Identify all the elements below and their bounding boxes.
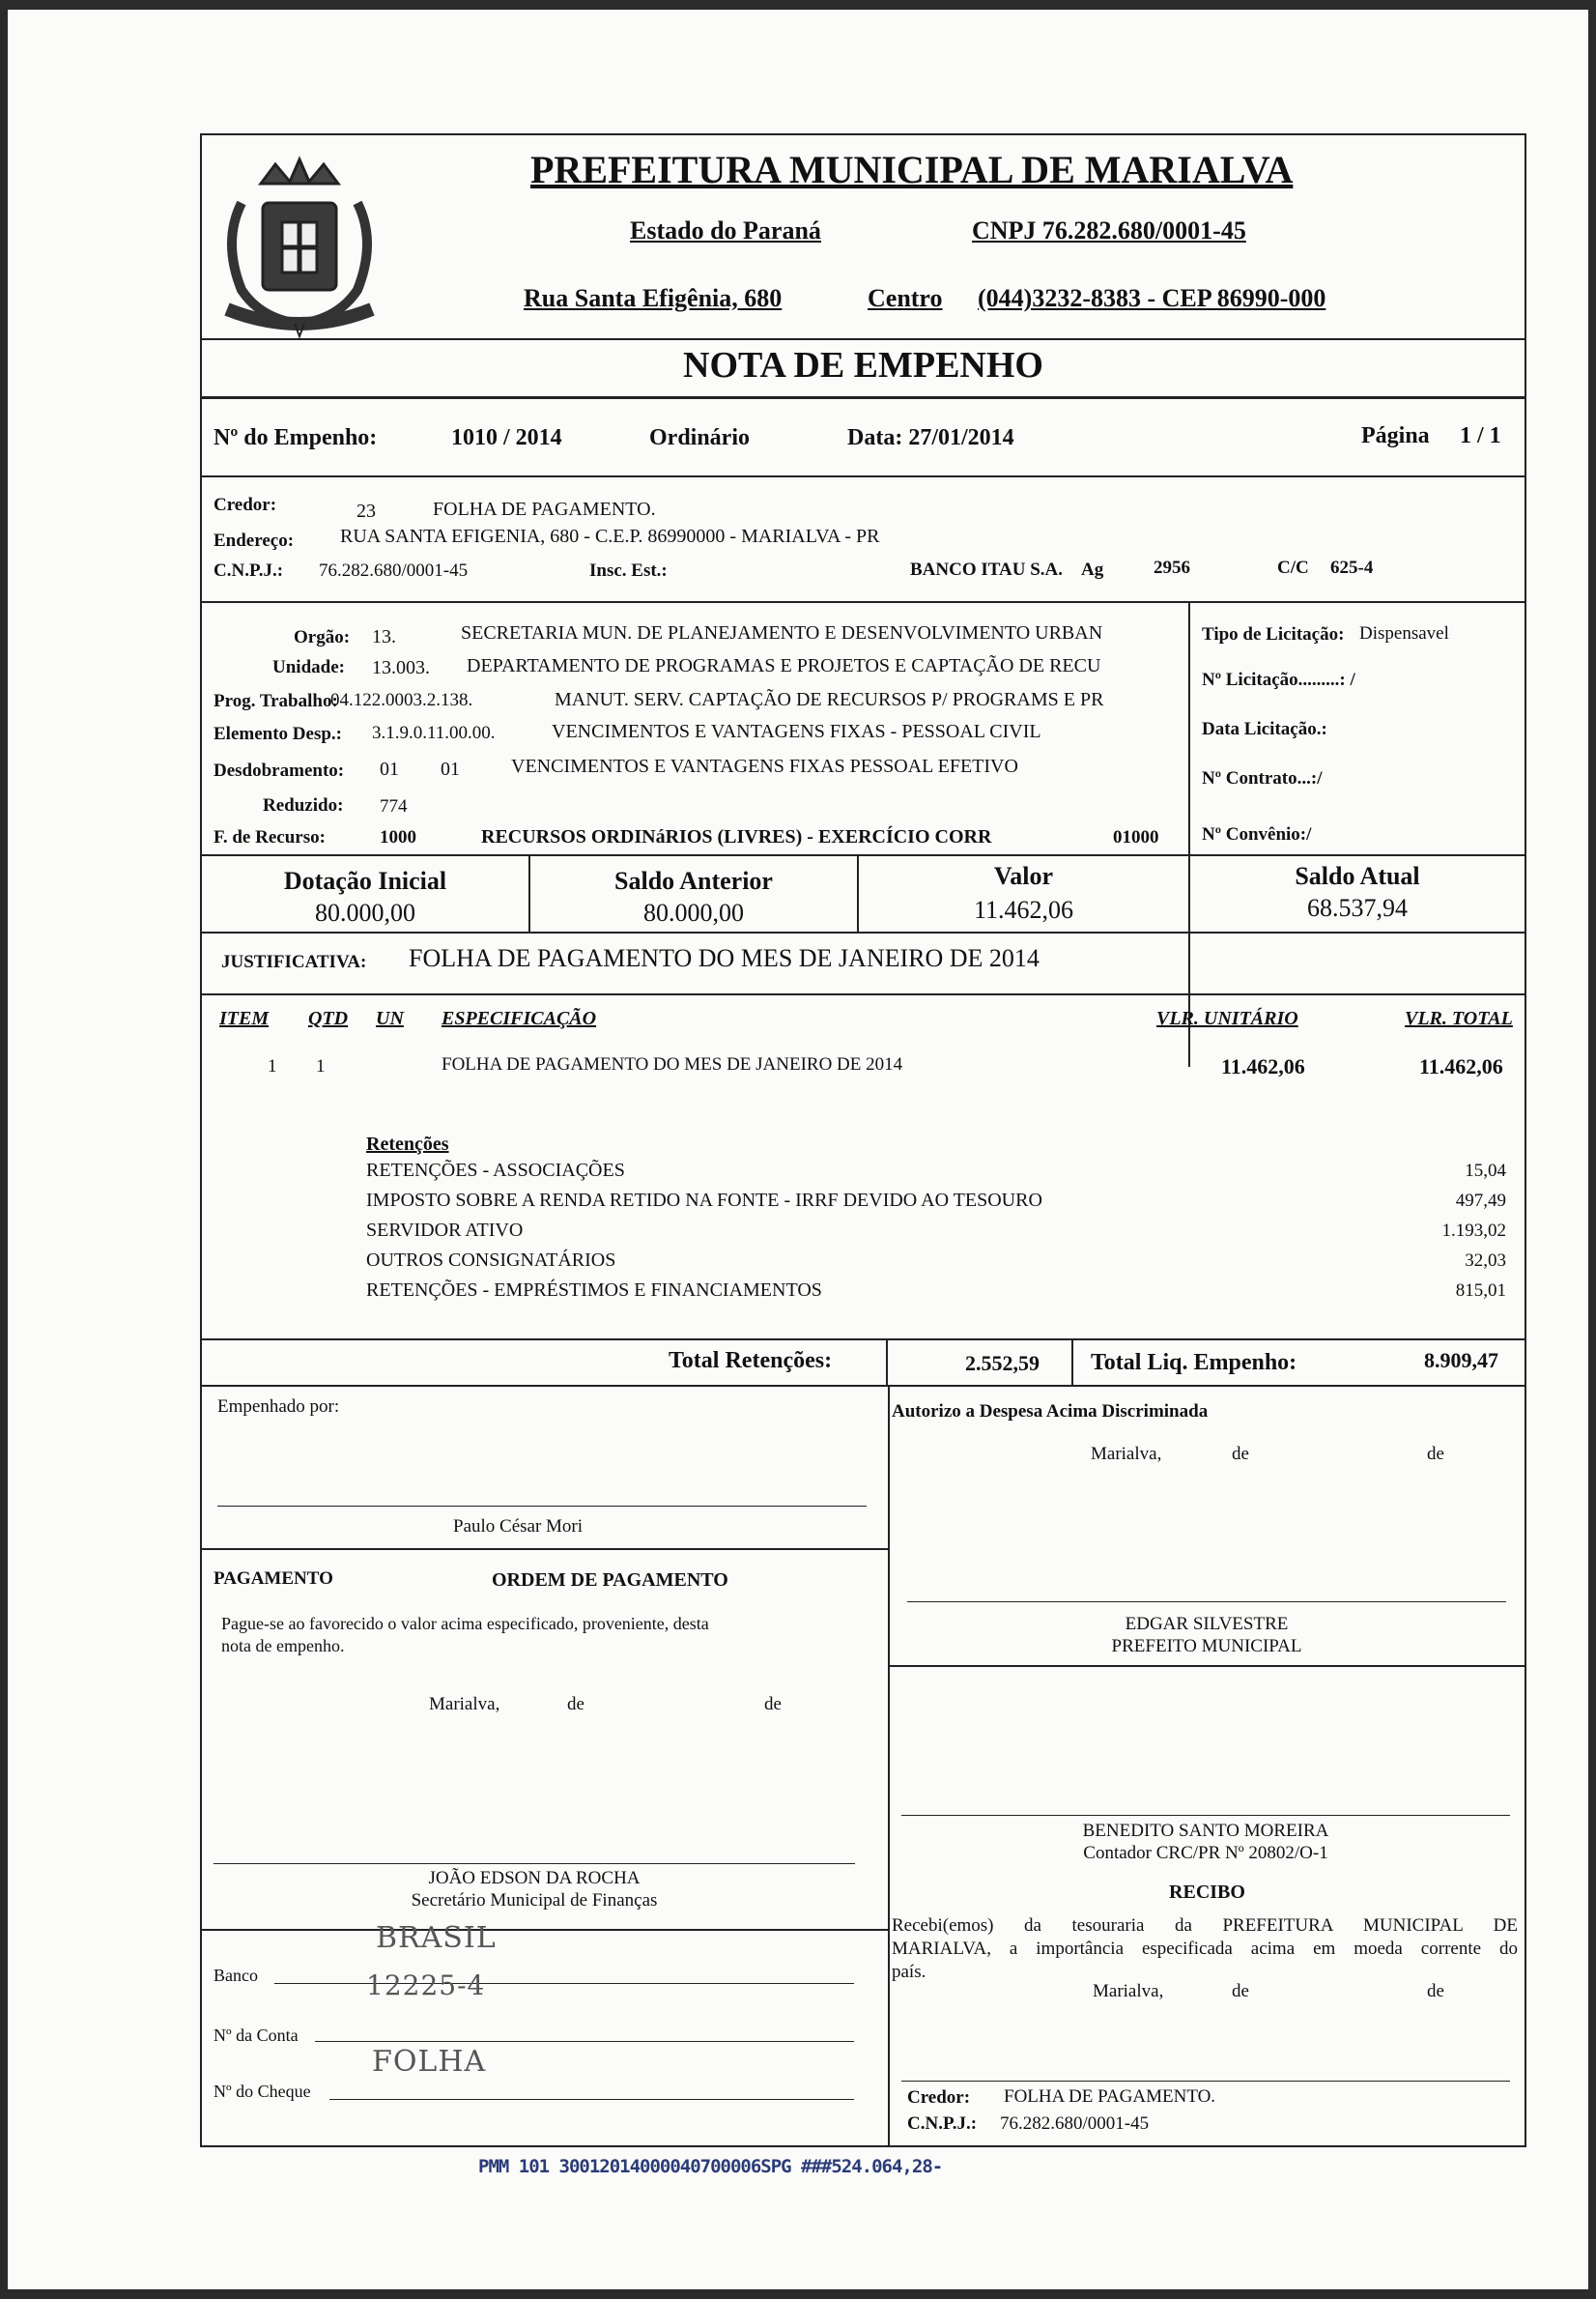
item-total-value: 11.462,06 — [1419, 1054, 1503, 1078]
retencao-label-3: SERVIDOR ATIVO — [366, 1220, 524, 1241]
recurso-label: F. de Recurso: — [214, 827, 326, 848]
recibo-title: RECIBO — [1169, 1882, 1245, 1903]
empenhado-por-name: Paulo César Mori — [453, 1516, 584, 1537]
recibo-cnpj: 76.282.680/0001-45 — [1000, 2113, 1150, 2134]
doc-title: NOTA DE EMPENHO — [683, 345, 1043, 386]
justificativa-label: JUSTIFICATIVA: — [221, 952, 367, 972]
prog-label: Prog. Trabalho: — [214, 691, 338, 711]
conta-label: Nº da Conta — [214, 2026, 299, 2045]
ordem-pagamento-label: ORDEM DE PAGAMENTO — [492, 1569, 728, 1591]
header-address: Rua Santa Efigênia, 680 — [524, 284, 783, 312]
cnpj-label: C.N.P.J.: — [214, 560, 284, 581]
col-total: VLR. TOTAL — [1405, 1008, 1513, 1029]
orgao-desc: SECRETARIA MUN. DE PLANEJAMENTO E DESENVOLVIMENTO URBAN — [461, 622, 1103, 644]
saldo-anterior-value: 80.000,00 — [643, 899, 744, 927]
autorizo-text: Autorizo a Despesa Acima Discriminada — [892, 1401, 1209, 1422]
retencao-value-4: 32,03 — [1465, 1250, 1506, 1271]
col-spec: ESPECIFICAÇÃO — [442, 1008, 597, 1029]
cc-number: 625-4 — [1330, 558, 1374, 578]
address-label: Endereço: — [214, 531, 295, 551]
prefeito-title: PREFEITO MUNICIPAL — [1111, 1636, 1302, 1656]
justificativa-text: FOLHA DE PAGAMENTO DO MES DE JANEIRO DE 2014 — [409, 944, 1040, 972]
elemento-desc: VENCIMENTOS E VANTAGENS FIXAS - PESSOAL CIVIL — [552, 721, 1041, 742]
empenho-number-label: Nº do Empenho: — [214, 425, 378, 450]
recibo-de-1: de — [1232, 1981, 1249, 2001]
pague-de-1: de — [567, 1694, 584, 1714]
data-licitacao: Data Licitação.: — [1202, 719, 1327, 739]
credor-name: FOLHA DE PAGAMENTO. — [433, 499, 656, 520]
secretario-name: JOÃO EDSON DA ROCHA — [428, 1868, 641, 1888]
contador-title: Contador CRC/PR Nº 20802/O-1 — [1083, 1843, 1328, 1863]
empenho-date: Data: 27/01/2014 — [847, 425, 1014, 450]
cheque-label: Nº do Cheque — [214, 2082, 311, 2101]
numero-contrato: Nº Contrato...:/ — [1202, 768, 1323, 789]
tipo-licitacao-label: Tipo de Licitação: — [1202, 624, 1345, 645]
item-qtd: 1 — [316, 1056, 326, 1077]
pague-de-2: de — [764, 1694, 782, 1714]
header-state: Estado do Paraná — [630, 216, 821, 244]
col-item: ITEM — [219, 1008, 270, 1029]
numero-licitacao: Nº Licitação.........: / — [1202, 670, 1355, 690]
retencao-value-2: 497,49 — [1455, 1191, 1506, 1211]
prog-desc: MANUT. SERV. CAPTAÇÃO DE RECURSOS P/ PROGRAMS E PR — [555, 689, 1104, 710]
saldo-atual-label: Saldo Atual — [1295, 862, 1420, 890]
saldo-atual-value: 68.537,94 — [1307, 894, 1408, 922]
recurso-desc: RECURSOS ORDINáRIOS (LIVRES) - EXERCÍCIO CORR — [481, 826, 992, 848]
total-retencoes-label: Total Retenções: — [669, 1348, 833, 1373]
page-number: 1 / 1 — [1460, 423, 1501, 448]
banco-label: Banco — [214, 1966, 258, 1985]
desdobramento-desc: VENCIMENTOS E VANTAGENS FIXAS PESSOAL EFETIVO — [511, 756, 1018, 777]
recibo-de-2: de — [1427, 1981, 1444, 2001]
valor-label: Valor — [993, 862, 1054, 890]
retencao-value-1: 15,04 — [1465, 1161, 1506, 1181]
page-label: Página — [1361, 423, 1430, 448]
total-retencoes-value: 2.552,59 — [965, 1351, 1040, 1375]
nota-empenho-form — [200, 133, 1526, 2147]
col-unit: VLR. UNITÁRIO — [1156, 1008, 1298, 1029]
pague-line-1: Pague-se ao favorecido o valor acima especificado, proveniente, desta — [221, 1614, 709, 1633]
credor-label: Credor: — [214, 495, 277, 515]
credor-cnpj: 76.282.680/0001-45 — [319, 560, 469, 581]
header-cnpj: CNPJ 76.282.680/0001-45 — [972, 216, 1246, 244]
pagamento-label: PAGAMENTO — [214, 1568, 333, 1589]
total-liquido-label: Total Liq. Empenho: — [1091, 1350, 1297, 1375]
recurso-number: 01000 — [1113, 827, 1159, 848]
contador-name: BENEDITO SANTO MOREIRA — [1082, 1821, 1329, 1841]
item-unit-value: 11.462,06 — [1221, 1054, 1305, 1078]
recibo-credor-name: FOLHA DE PAGAMENTO. — [1004, 2086, 1216, 2107]
item-number: 1 — [268, 1056, 277, 1077]
pague-city: Marialva, — [429, 1694, 500, 1714]
reduzido-value: 774 — [380, 796, 408, 817]
header-phone-cep: (044)3232-8383 - CEP 86990-000 — [978, 284, 1326, 312]
col-qtd: QTD — [308, 1008, 349, 1029]
recibo-city: Marialva, — [1093, 1981, 1164, 2001]
secretario-title: Secretário Municipal de Finanças — [411, 1890, 658, 1911]
orgao-code: 13. — [372, 626, 396, 647]
orgao-label: Orgão: — [294, 627, 351, 647]
prog-code: 04.122.0003.2.138. — [330, 690, 473, 710]
reduzido-label: Reduzido: — [263, 795, 344, 816]
recibo-line-2: MARIALVA, a importância especificada acima em moeda corrente do — [892, 1939, 1518, 1959]
dotacao-inicial-value: 80.000,00 — [315, 899, 415, 927]
prefeito-name: EDGAR SILVESTRE — [1125, 1614, 1289, 1634]
credor-address: RUA SANTA EFIGENIA, 680 - C.E.P. 86990000 - MARIALVA - PR — [340, 526, 880, 547]
cc-label: C/C — [1277, 558, 1309, 578]
desdobramento-b: 01 — [441, 759, 460, 780]
retencao-value-5: 815,01 — [1455, 1280, 1506, 1301]
recibo-line-3: país. — [892, 1962, 926, 1982]
col-un: UN — [376, 1008, 404, 1029]
credor-code: 23 — [356, 501, 376, 522]
insc-label: Insc. Est.: — [589, 560, 668, 581]
unidade-desc: DEPARTAMENTO DE PROGRAMAS E PROJETOS E CAPTAÇÃO DE RECU — [467, 655, 1101, 676]
tipo-licitacao: Dispensavel — [1359, 623, 1449, 644]
desdobramento-label: Desdobramento: — [214, 761, 345, 781]
micr-authentication-line: PMM 101 30012014000040700006SPG ###524.064,28- — [478, 2156, 943, 2177]
retencao-value-3: 1.193,02 — [1441, 1221, 1506, 1241]
header-district: Centro — [868, 284, 943, 312]
empenhado-por-label: Empenhado por: — [217, 1396, 340, 1417]
recibo-credor-label: Credor: — [907, 2087, 971, 2108]
autorizo-de-2: de — [1427, 1444, 1444, 1464]
total-liquido-value: 8.909,47 — [1424, 1348, 1498, 1372]
recibo-cnpj-label: C.N.P.J.: — [907, 2113, 978, 2134]
stamp-banco: BRASIL — [376, 1921, 497, 1955]
retencao-label-4: OUTROS CONSIGNATÁRIOS — [366, 1250, 616, 1271]
bank-name: BANCO ITAU S.A. — [910, 560, 1064, 580]
desdobramento-a: 01 — [380, 759, 399, 780]
pague-line-2: nota de empenho. — [221, 1636, 345, 1655]
stamp-cheque: FOLHA — [372, 2045, 487, 2079]
autorizo-city: Marialva, — [1091, 1444, 1162, 1464]
elemento-label: Elemento Desp.: — [214, 724, 342, 744]
empenho-number: 1010 / 2014 — [451, 425, 562, 450]
stamp-conta: 12225-4 — [366, 1969, 486, 2001]
numero-convenio: Nº Convênio:/ — [1202, 824, 1312, 845]
unidade-label: Unidade: — [272, 657, 345, 677]
retencao-label-1: RETENÇÕES - ASSOCIAÇÕES — [366, 1160, 625, 1181]
retencoes-title: Retenções — [366, 1134, 449, 1155]
saldo-anterior-label: Saldo Anterior — [614, 867, 773, 895]
autorizo-de-1: de — [1232, 1444, 1249, 1464]
unidade-code: 13.003. — [372, 657, 430, 678]
item-spec: FOLHA DE PAGAMENTO DO MES DE JANEIRO DE 2014 — [442, 1054, 903, 1075]
elemento-code: 3.1.9.0.11.00.00. — [372, 723, 496, 743]
recibo-line-1: Recebi(emos) da tesouraria da PREFEITURA MUNICIPAL DE — [892, 1915, 1518, 1936]
ag-number: 2956 — [1154, 558, 1190, 578]
retencao-label-5: RETENÇÕES - EMPRÉSTIMOS E FINANCIAMENTOS — [366, 1279, 822, 1301]
ag-label: Ag — [1081, 560, 1104, 580]
dotacao-inicial-label: Dotação Inicial — [283, 867, 447, 895]
header-title: PREFEITURA MUNICIPAL DE MARIALVA — [530, 148, 1294, 191]
recurso-code: 1000 — [380, 827, 416, 848]
valor-value: 11.462,06 — [973, 896, 1074, 924]
retencao-label-2: IMPOSTO SOBRE A RENDA RETIDO NA FONTE - IRRF DEVIDO AO TESOURO — [366, 1190, 1042, 1211]
empenho-type: Ordinário — [649, 425, 751, 450]
